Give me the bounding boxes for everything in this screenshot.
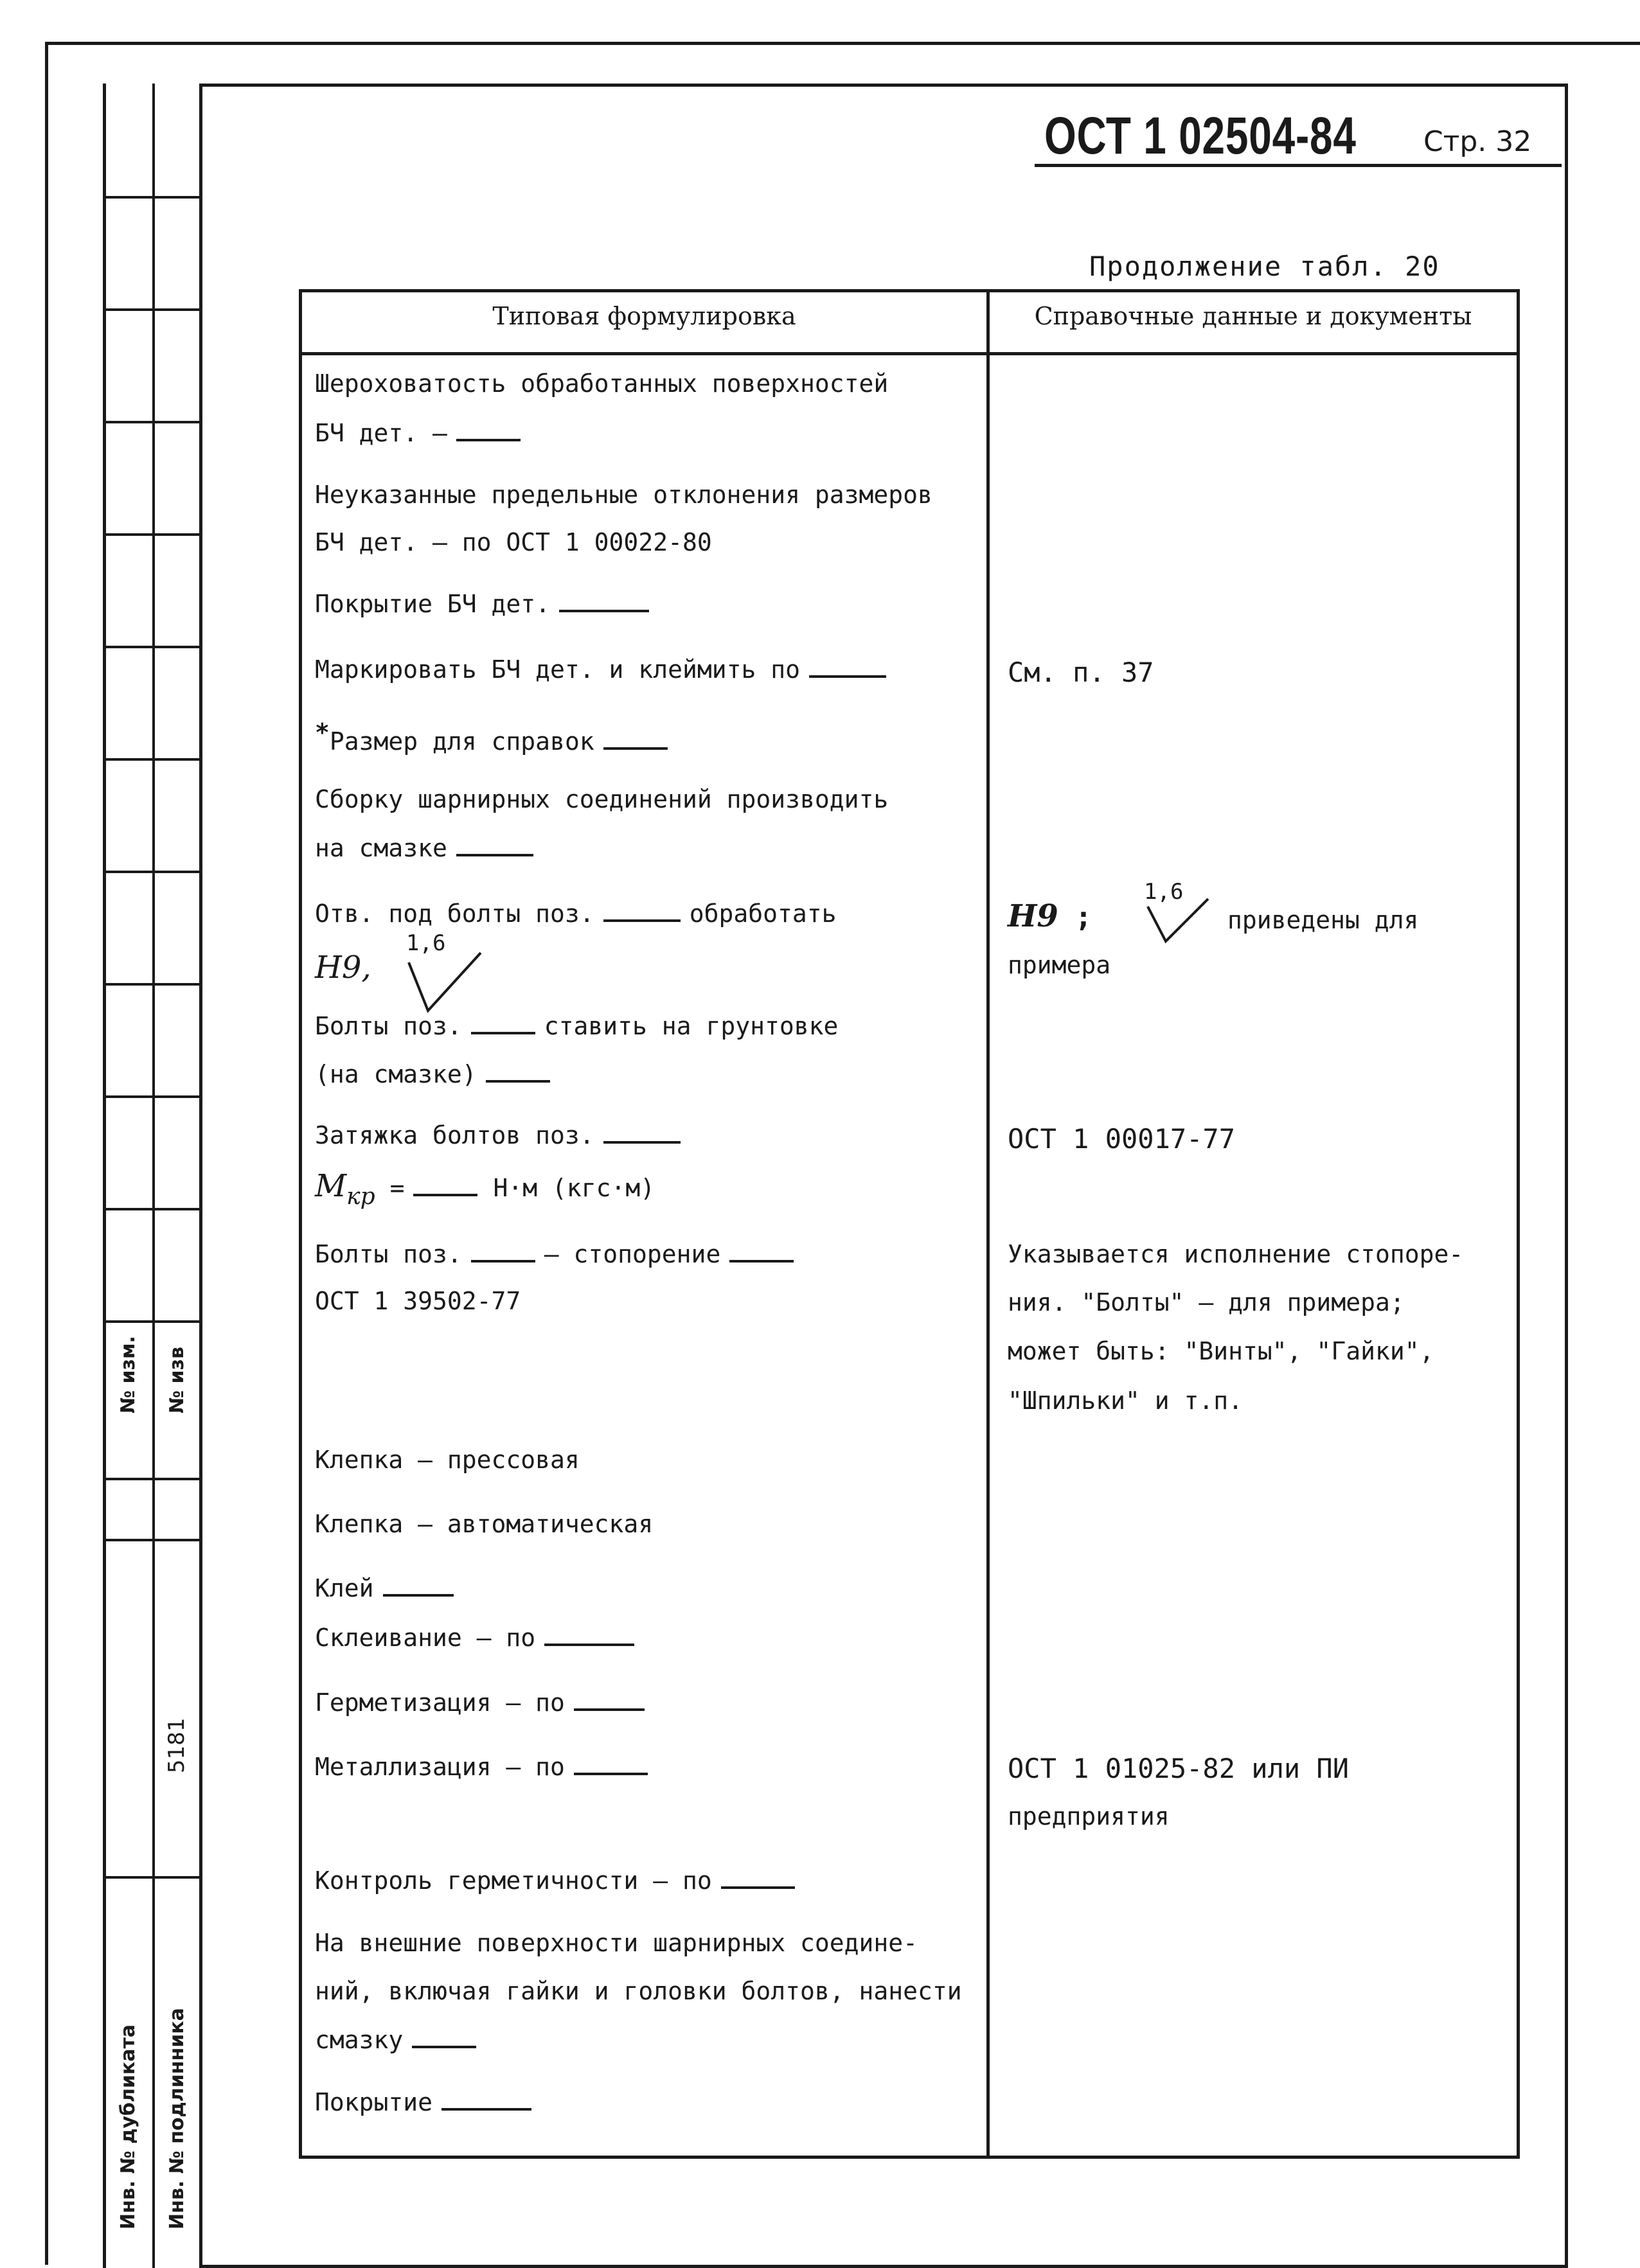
left-cell: Болты поз. ставить на грунтовке (315, 1012, 839, 1040)
document-code: ОСТ 1 02504-84 (1044, 107, 1357, 165)
margin-izm-label: № изм. (117, 1336, 139, 1413)
left-cell: ний, включая гайки и головки болтов, нанести (315, 1977, 962, 2005)
left-cell: Маркировать БЧ дет. и клеймить по (315, 655, 886, 684)
left-cell: Клепка – автоматическая (315, 1510, 654, 1538)
left-cell: Клей (315, 1574, 454, 1602)
left-cell: на смазке (315, 834, 533, 862)
left-cell: Шероховатость обработанных поверхностей (315, 369, 889, 398)
left-cell: Герметизация – по (315, 1688, 645, 1717)
right-cell: См. п. 37 (1008, 657, 1154, 688)
margin-cell-line (103, 1320, 202, 1323)
right-cell: ОСТ 1 01025-82 или ПИ (1008, 1753, 1350, 1784)
margin-cell-line (103, 1539, 202, 1541)
left-cell: Контроль герметичности – по (315, 1866, 795, 1895)
margin-cell-line (103, 308, 202, 311)
roughness-check-icon (1144, 896, 1215, 948)
left-cell: Покрытие (315, 2088, 531, 2116)
left-cell: Покрытие БЧ дет. (315, 590, 649, 618)
left-cell: (на смазке) (315, 1060, 550, 1088)
right-roughness-value: 1,6 (1144, 879, 1184, 905)
margin-strip-divider (152, 84, 155, 2268)
margin-cell-line (103, 1876, 202, 1879)
margin-inv-dubl-label: Инв. № дубликата (117, 2024, 139, 2229)
margin-cell-line (103, 533, 202, 536)
left-cell: смазку (315, 2026, 476, 2054)
right-cell: ОСТ 1 00017-77 (1008, 1123, 1236, 1155)
left-cell: Затяжка болтов поз. (315, 1121, 681, 1149)
left-cell: Неуказанные предельные отклонения размеров (315, 481, 932, 509)
margin-cell-line (103, 1478, 202, 1480)
table-caption: Продолжение табл. 20 (1089, 251, 1440, 282)
left-cell: Клепка – прессовая (315, 1446, 580, 1474)
margin-cell-line (103, 1208, 202, 1210)
roughness-check-icon (404, 950, 494, 1020)
margin-cell-line (103, 646, 202, 648)
left-cell: *Размер для справок (315, 718, 668, 756)
left-cell: БЧ дет. – по ОСТ 1 00022-80 (315, 528, 712, 556)
left-cell: Металлизация – по (315, 1753, 648, 1781)
right-cell: "Шпильки" и т.п. (1008, 1386, 1243, 1415)
right-cell: предприятия (1008, 1802, 1170, 1830)
margin-cell-line (103, 421, 202, 423)
torque-formula: Mкр = Н·м (кгс·м) (315, 1168, 655, 1210)
right-cell: примера (1008, 951, 1111, 979)
right-cell: ния. "Болты" – для примера; (1008, 1288, 1405, 1316)
left-cell: Отв. под болты поз. обработать (315, 899, 837, 928)
page-number: Стр. 32 (1423, 125, 1532, 158)
margin-cell-line (103, 983, 202, 986)
right-cell: Указывается исполнение стопоре- (1008, 1240, 1464, 1268)
left-cell: Сборку шарнирных соединений производить (315, 785, 889, 813)
table-header-divider (299, 352, 1520, 355)
column-header-reference: Справочные данные и документы (1034, 302, 1472, 330)
right-cell: может быть: "Винты", "Гайки", (1008, 1337, 1434, 1365)
left-cell: Болты поз. – стопорение (315, 1240, 794, 1268)
left-cell: Склеивание – по (315, 1624, 634, 1652)
left-cell: На внешние поверхности шарнирных соедине- (315, 1929, 918, 1957)
margin-cell-line (103, 1095, 202, 1098)
margin-cell-line (103, 758, 202, 761)
right-cell: приведены для (1227, 906, 1419, 934)
left-cell: БЧ дет. – (315, 419, 521, 447)
margin-izv-label: № изв (166, 1347, 188, 1413)
margin-cell-line (103, 871, 202, 873)
column-header-formulation: Типовая формулировка (492, 302, 796, 330)
margin-inv-podl-label: Инв. № подлинника (166, 2008, 188, 2229)
table-column-divider (986, 289, 990, 2159)
title-underline (1035, 164, 1562, 167)
margin-cell-line (103, 196, 202, 199)
left-cell: ОСТ 1 39502-77 (315, 1287, 521, 1315)
roughness-value: 1,6 (406, 930, 446, 956)
margin-inventory-number: 5181 (164, 1717, 190, 1773)
right-fit-label: H9 ; (1008, 898, 1092, 934)
fit-tolerance-label: H9, (315, 950, 371, 986)
